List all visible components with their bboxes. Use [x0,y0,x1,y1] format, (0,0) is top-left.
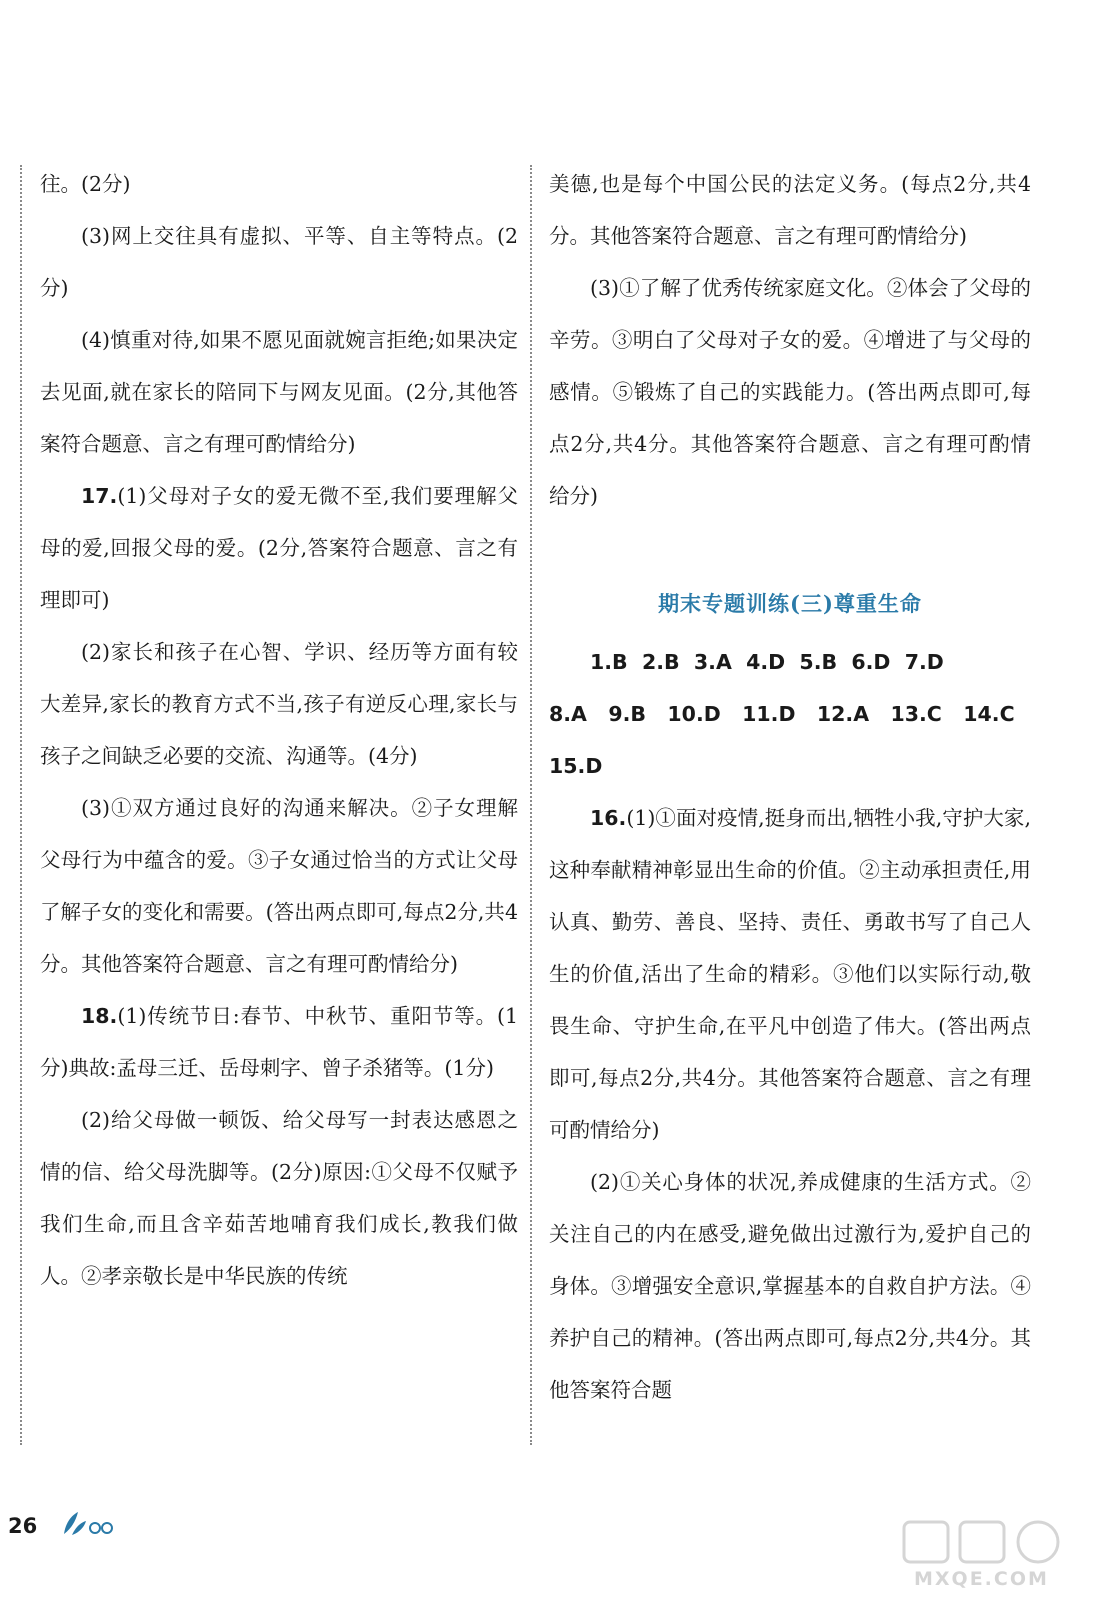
question-17-part-3: (3)①双方通过良好的沟通来解决。②子女理解父母行为中蕴含的爱。③子女通过恰当的方式让父母了解子女的变化和需要。(答出两点即可,每点2分,共4分。其他答案符合题意、言之有理可酌情给分) [40,796,518,976]
paragraph: 往。(2分) [40,172,131,196]
section-title: 期末专题训练(三)尊重生命 [658,591,922,616]
page-number: 26 [8,1514,38,1538]
paragraph: 美德,也是每个中国公民的法定义务。(每点2分,共4分。其他答案符合题意、言之有理可酌情给分) [549,172,1031,248]
multiple-choice-answers: 8.A 9.B 10.D 11.D 12.A 13.C 14.C [549,702,1015,726]
multiple-choice-answers: 15.D [549,754,603,778]
question-16-part-2: (2)①关心身体的状况,养成健康的生活方式。②关注自己的内在感受,避免做出过激行为,爱护自己的身体。③增强安全意识,掌握基本的自救自护方法。④养护自己的精神。(答出两点即可,每点2分,共4分。其他答案符合题 [549,1170,1031,1402]
paragraph: (3)①了解了优秀传统家庭文化。②体会了父母的辛劳。③明白了父母对子女的爱。④增进了与父母的感情。⑤锻炼了自己的实践能力。(答出两点即可,每点2分,共4分。其他答案符合题意、言之有理可酌情给分) [549,276,1031,508]
leaf-swirl-logo-icon [60,1508,116,1538]
right-column [549,158,1031,1416]
question-17-part-2: (2)家长和孩子在心智、学识、经历等方面有较大差异,家长的教育方式不当,孩子有逆反心理,家长与孩子之间缺乏必要的交流、沟通等。(4分) [40,640,518,768]
question-number: 16. [590,806,627,830]
watermark-url: MXQE.COM [914,1568,1049,1590]
answer-text: (1)①面对疫情,挺身而出,牺牲小我,守护大家,这种奉献精神彰显出生命的价值。②主动承担责任,用认真、勤劳、善良、坚持、责任、勇敢书写了自己人生的价值,活出了生命的精彩。③他们以实际行动,敬畏生命、守护生命,在平凡中创造了伟大。(答出两点即可,每点2分,共4分。其他答案符合题意、言之有理可酌情给分) [549,806,1031,1142]
question-18-part-1 [40,990,518,1094]
answer-text: (1)父母对子女的爱无微不至,我们要理解父母的爱,回报父母的爱。(2分,答案符合题意、言之有理即可) [40,484,518,612]
multiple-choice-answers: 1.B 2.B 3.A 4.D 5.B 6.D 7.D [590,650,944,674]
watermark [900,1520,1080,1590]
question-17-part-1 [40,470,518,626]
question-number: 17. [81,484,118,508]
answer-text: (1)传统节日:春节、中秋节、重阳节等。(1分)典故:孟母三迁、岳母刺字、曾子杀猪等。(1分) [40,1004,518,1080]
column-divider-rule [530,165,532,1445]
paragraph: (3)网上交往具有虚拟、平等、自主等特点。(2分) [40,224,518,300]
paragraph: (4)慎重对待,如果不愿见面就婉言拒绝;如果决定去见面,就在家长的陪同下与网友见面。(2分,其他答案符合题意、言之有理可酌情给分) [40,328,518,456]
left-column [40,158,518,1302]
dotted-margin-rule [20,165,22,1445]
question-16-part-1 [549,792,1031,1156]
question-number: 18. [81,1004,118,1028]
question-18-part-2: (2)给父母做一顿饭、给父母写一封表达感恩之情的信、给父母洗脚等。(2分)原因:①父母不仅赋予我们生命,而且含辛茹苦地哺育我们成长,教我们做人。②孝亲敬长是中华民族的传统 [40,1108,518,1288]
